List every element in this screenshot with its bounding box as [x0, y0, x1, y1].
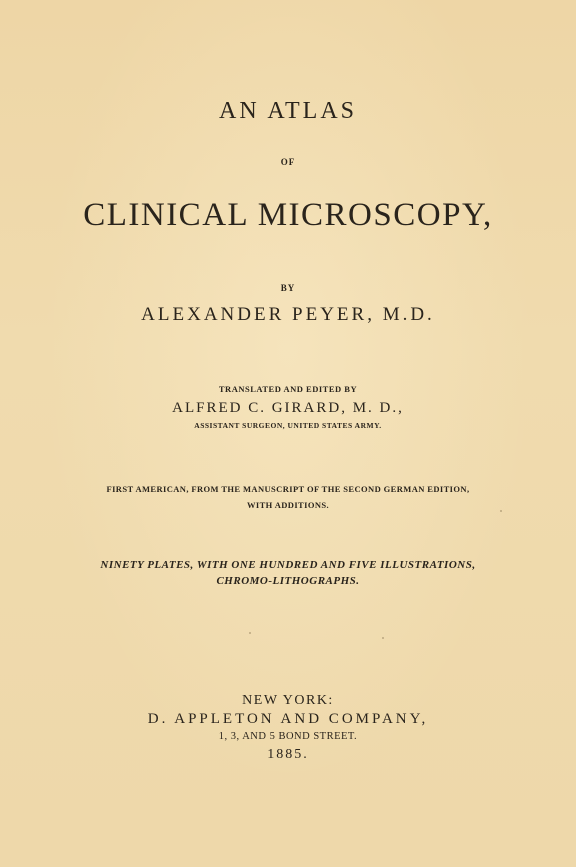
translated-by-label: TRANSLATED AND EDITED BY	[218, 384, 358, 394]
publisher-address: 1, 3, AND 5 BOND STREET.	[218, 731, 358, 742]
edition-note-line-2: WITH ADDITIONS.	[246, 500, 330, 510]
edition-note-line-1: FIRST AMERICAN, FROM THE MANUSCRIPT OF THE SECOND GERMAN EDITION,	[106, 484, 470, 494]
paper-speck	[249, 632, 251, 634]
book-title-line-1: AN ATLAS	[218, 98, 357, 124]
publication-year: 1885.	[267, 747, 309, 762]
author-name: ALEXANDER PEYER, M.D.	[141, 304, 435, 325]
plates-note-line-1: NINETY PLATES, WITH ONE HUNDRED AND FIVE ILLUSTRATIONS,	[100, 559, 476, 571]
publisher-city: NEW YORK:	[242, 693, 334, 708]
translator-name: ALFRED C. GIRARD, M. D.,	[172, 400, 404, 416]
byline-label: BY	[280, 283, 296, 293]
publisher-name: D. APPLETON AND COMPANY,	[147, 711, 429, 727]
paper-speck	[500, 510, 502, 512]
paper-speck	[382, 637, 384, 639]
plates-note-line-2: CHROMO-LITHOGRAPHS.	[216, 575, 360, 587]
translator-title: ASSISTANT SURGEON, UNITED STATES ARMY.	[194, 421, 382, 430]
book-title-line-2: CLINICAL MICROSCOPY,	[83, 197, 493, 233]
title-connector-of: OF	[280, 157, 296, 167]
